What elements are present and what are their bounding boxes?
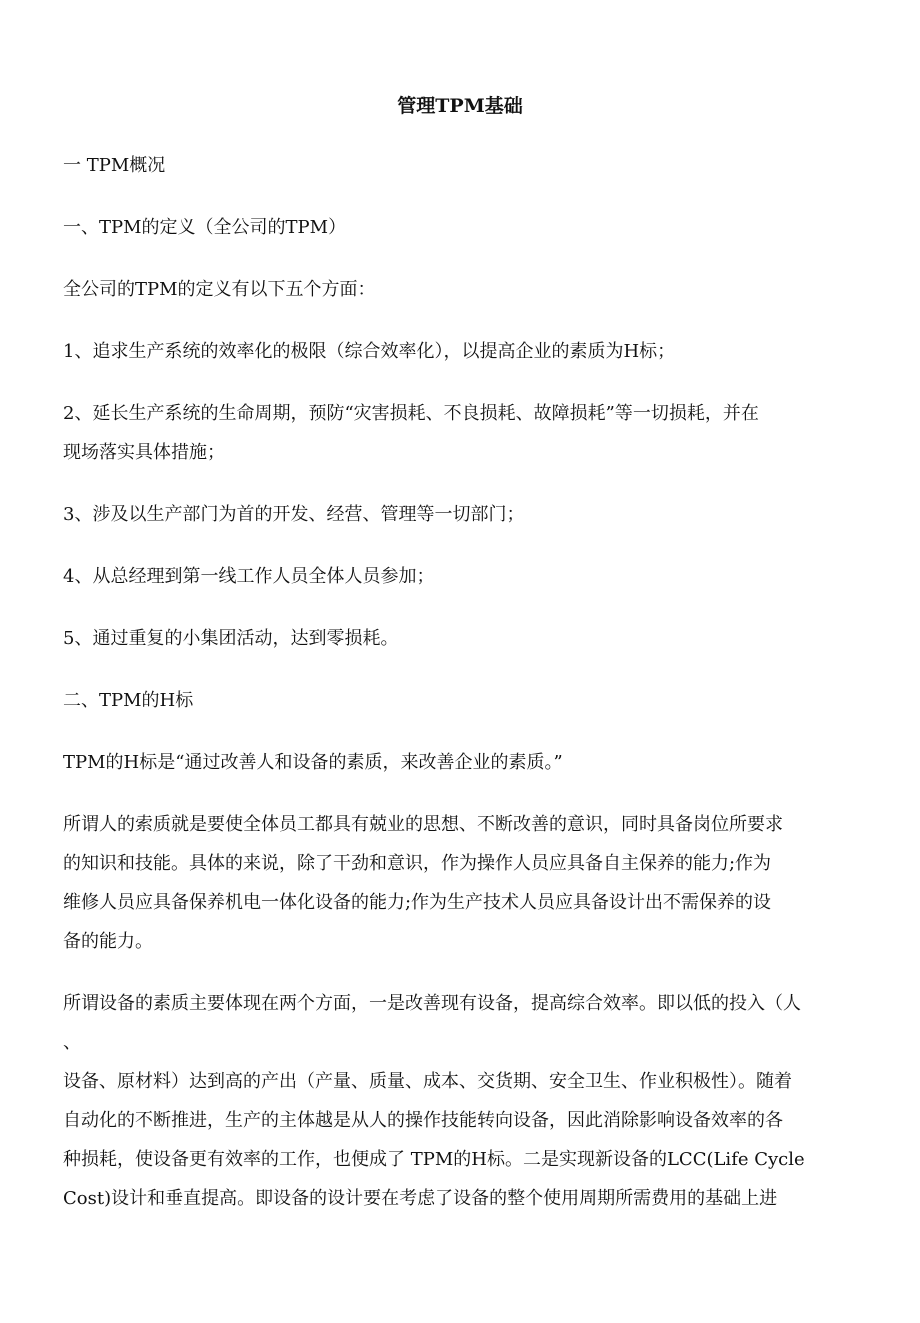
paragraph-line: 备的能力。: [63, 931, 153, 952]
list-item-continued: 现场落实具体措施；: [63, 442, 225, 463]
definition-intro: 全公司的TPM的定义有以下五个方面：: [63, 279, 376, 300]
paragraph-line: 所谓人的索质就是要使全体员工都具有兢业的思想、不断改善的意识，同时具备岗位所要求: [63, 814, 783, 835]
heading-definition: 一、TPM的定义（全公司的TPM）: [63, 217, 347, 238]
paragraph-line: 、: [63, 1032, 81, 1053]
paragraph-line: 设备、原材料）达到高的产出（产量、质量、成本、交货期、安全卫生、作业积极性）。随着: [63, 1071, 792, 1092]
paragraph-line: 所谓设备的素质主要体现在两个方面，一是改善现有设备，提高综合效率。即以低的投入（人: [63, 993, 801, 1014]
list-item: 1、追求生产系统的效率化的极限（综合效率化），以提高企业的素质为H标；: [63, 341, 676, 362]
list-item: 5、通过重复的小集团活动，达到零损耗。: [63, 628, 399, 649]
heading-goal: 二、TPM的H标: [63, 690, 194, 711]
goal-statement: TPM的H标是“通过改善人和设备的素质，来改善企业的素质。”: [63, 752, 563, 773]
list-item: 4、从总经理到第一线工作人员全体人员参加；: [63, 566, 435, 587]
paragraph-line: 的知识和技能。具体的来说，除了干劲和意识，作为操作人员应具备自主保养的能力;作为: [63, 853, 772, 874]
paragraph-line: 维修人员应具备保养机电一体化设备的能力;作为生产技术人员应具备设计出不需保养的设: [63, 892, 772, 913]
section-heading-overview: 一 TPM概况: [63, 155, 166, 176]
paragraph-line: 种损耗，使设备更有效率的工作，也便成了 TPM的H标。二是实现新设备的LCC(Life Cycle: [63, 1149, 805, 1170]
list-item: 2、延长生产系统的生命周期，预防“灾害损耗、不良损耗、故障损耗”等一切损耗，并在: [63, 403, 759, 424]
paragraph-line: Cost)设计和垂直提高。即设备的设计要在考虑了设备的整个使用周期所需费用的基础上进: [63, 1188, 778, 1209]
list-item: 3、涉及以生产部门为首的开发、经营、管理等一切部门；: [63, 504, 525, 525]
document-title: 管理TPM基础: [397, 95, 523, 117]
paragraph-line: 自动化的不断推进，生产的主体越是从人的操作技能转向设备，因此消除影响设备效率的各: [63, 1110, 783, 1131]
